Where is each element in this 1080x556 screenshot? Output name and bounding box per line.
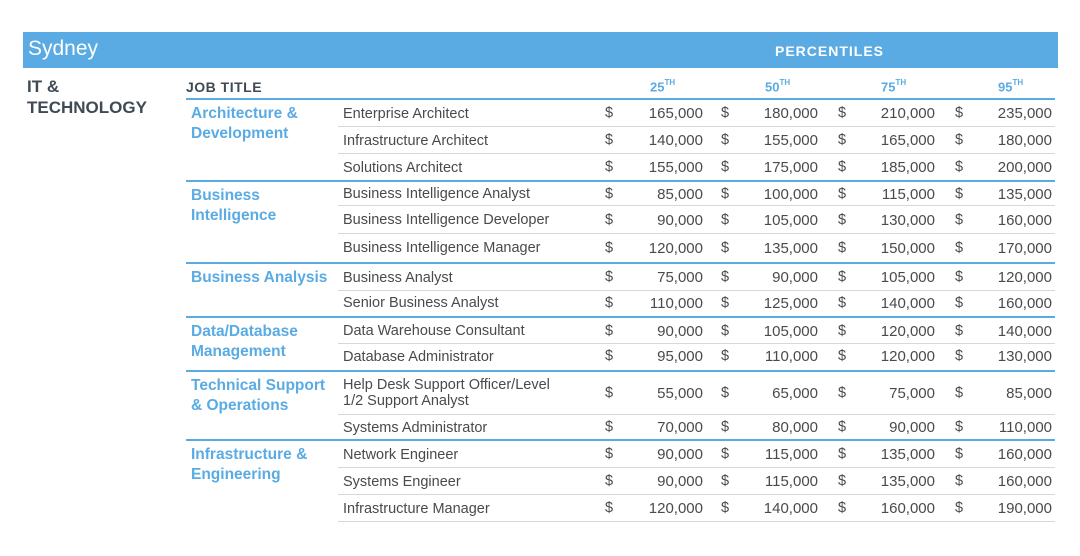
salary-value: 140,000: [997, 322, 1052, 340]
salary-value: 170,000: [997, 239, 1052, 257]
job-title: Enterprise Architect: [343, 105, 469, 122]
salary-value: 110,000: [764, 348, 818, 365]
currency-symbol: $: [721, 385, 730, 401]
currency-symbol: $: [838, 322, 847, 339]
currency-symbol: $: [955, 239, 964, 256]
salary-value: 110,000: [649, 294, 703, 312]
currency-symbol: $: [955, 211, 964, 228]
currency-symbol: $: [605, 185, 614, 202]
currency-symbol: $: [605, 385, 614, 401]
currency-symbol: $: [605, 269, 614, 285]
group-name: Infrastructure & Engineering: [191, 446, 308, 483]
salary-value: 130,000: [880, 211, 935, 229]
job-title: Business Intelligence Manager: [343, 240, 541, 256]
job-title: Senior Business Analyst: [343, 295, 499, 311]
salary-value: 115,000: [764, 473, 818, 490]
salary-value: 165,000: [880, 132, 935, 149]
salary-value: 80,000: [772, 419, 818, 436]
table-row: [0, 344, 1080, 369]
salary-value: 120,000: [880, 322, 935, 340]
job-title: Database Administrator: [343, 348, 494, 365]
currency-symbol: $: [605, 239, 614, 256]
salary-value: 165,000: [648, 105, 703, 122]
table-row: [0, 415, 1080, 440]
table-row: [0, 154, 1080, 181]
currency-symbol: $: [721, 239, 730, 256]
job-title: Systems Engineer: [343, 473, 461, 490]
salary-value: 115,000: [764, 446, 818, 463]
salary-value: 135,000: [997, 185, 1052, 203]
table-header: [0, 77, 1080, 99]
currency-symbol: $: [955, 500, 964, 516]
currency-symbol: $: [955, 385, 964, 401]
salary-value: 90,000: [657, 211, 703, 229]
currency-symbol: $: [838, 269, 847, 285]
currency-symbol: $: [955, 269, 964, 285]
currency-symbol: $: [721, 322, 730, 339]
currency-symbol: $: [838, 211, 847, 228]
currency-symbol: $: [721, 419, 730, 435]
currency-symbol: $: [955, 294, 964, 311]
table-row: [0, 234, 1080, 262]
salary-value: 105,000: [763, 322, 818, 340]
salary-value: 155,000: [763, 132, 818, 149]
salary-value: 200,000: [997, 159, 1052, 176]
salary-value: 190,000: [997, 500, 1052, 517]
table-row: [0, 127, 1080, 154]
group-name: Business Intelligence: [191, 187, 277, 224]
group-name: Architecture & Development: [191, 105, 298, 142]
salary-value: 55,000: [657, 385, 703, 402]
salary-value: 120,000: [997, 269, 1052, 286]
table-row: [0, 182, 1080, 206]
salary-value: 100,000: [763, 185, 818, 203]
salary-value: 95,000: [657, 348, 703, 365]
salary-value: 135,000: [763, 239, 818, 257]
job-title: Network Engineer: [343, 446, 459, 463]
currency-symbol: $: [955, 132, 964, 148]
salary-value: 105,000: [880, 269, 935, 286]
salary-value: 140,000: [648, 132, 703, 149]
row-divider: [338, 521, 1055, 522]
job-title: Business Analyst: [343, 269, 453, 286]
currency-symbol: $: [605, 294, 614, 311]
salary-value: 90,000: [657, 446, 703, 463]
salary-value: 105,000: [763, 211, 818, 229]
salary-value: 125,000: [763, 294, 818, 312]
currency-symbol: $: [605, 105, 614, 121]
job-title: Help Desk Support Officer/Level 1/2 Support Analyst: [343, 377, 550, 409]
currency-symbol: $: [838, 294, 847, 311]
currency-symbol: $: [838, 105, 847, 121]
salary-value: 130,000: [997, 348, 1052, 365]
table-row: [0, 206, 1080, 234]
job-title: Infrastructure Manager: [343, 500, 490, 517]
currency-symbol: $: [605, 446, 614, 462]
currency-symbol: $: [838, 132, 847, 148]
salary-value: 70,000: [657, 419, 703, 436]
currency-symbol: $: [838, 500, 847, 516]
currency-symbol: $: [605, 348, 614, 364]
salary-value: 150,000: [880, 239, 935, 257]
currency-symbol: $: [605, 419, 614, 435]
currency-symbol: $: [955, 185, 964, 202]
job-title-column-header: JOB TITLE: [186, 79, 263, 95]
currency-symbol: $: [721, 211, 730, 228]
currency-symbol: $: [721, 473, 730, 489]
table-row: [0, 264, 1080, 291]
salary-value: 85,000: [657, 185, 703, 203]
salary-value: 135,000: [880, 473, 935, 490]
currency-symbol: $: [838, 473, 847, 489]
job-title: Systems Administrator: [343, 419, 488, 436]
salary-value: 75,000: [889, 385, 935, 402]
percentile-25-header: 25TH: [650, 78, 676, 95]
percentiles-heading: PERCENTILES: [775, 43, 885, 59]
currency-symbol: $: [605, 500, 614, 516]
salary-value: 140,000: [763, 500, 818, 517]
salary-value: 160,000: [997, 211, 1052, 229]
salary-value: 160,000: [880, 500, 935, 517]
salary-value: 135,000: [880, 446, 935, 463]
salary-value: 160,000: [997, 294, 1052, 312]
currency-symbol: $: [838, 239, 847, 256]
currency-symbol: $: [721, 159, 730, 175]
salary-value: 175,000: [763, 159, 818, 176]
currency-symbol: $: [838, 446, 847, 462]
salary-value: 180,000: [763, 105, 818, 122]
salary-value: 90,000: [657, 322, 703, 340]
salary-value: 235,000: [997, 105, 1052, 122]
currency-symbol: $: [955, 105, 964, 121]
currency-symbol: $: [721, 132, 730, 148]
salary-value: 90,000: [657, 473, 703, 490]
salary-value: 140,000: [880, 294, 935, 312]
salary-value: 90,000: [772, 269, 818, 286]
city-banner: [23, 32, 1058, 68]
salary-value: 90,000: [889, 419, 935, 436]
sector-title: IT & TECHNOLOGY: [27, 77, 147, 117]
currency-symbol: $: [605, 211, 614, 228]
job-title: Business Intelligence Analyst: [343, 186, 530, 202]
salary-value: 160,000: [997, 473, 1052, 490]
percentile-50-header: 50TH: [765, 78, 791, 95]
currency-symbol: $: [955, 473, 964, 489]
salary-value: 65,000: [772, 385, 818, 402]
currency-symbol: $: [605, 473, 614, 489]
city-title: Sydney: [28, 37, 99, 60]
table-row: [0, 495, 1080, 522]
currency-symbol: $: [721, 446, 730, 462]
salary-value: 120,000: [880, 348, 935, 365]
group-name: Technical Support & Operations: [191, 377, 326, 414]
currency-symbol: $: [838, 348, 847, 364]
currency-symbol: $: [721, 269, 730, 285]
salary-value: 155,000: [648, 159, 703, 176]
currency-symbol: $: [838, 419, 847, 435]
currency-symbol: $: [838, 385, 847, 401]
salary-value: 160,000: [997, 446, 1052, 463]
currency-symbol: $: [955, 159, 964, 175]
salary-value: 180,000: [997, 132, 1052, 149]
currency-symbol: $: [838, 159, 847, 175]
job-title: Solutions Architect: [343, 159, 463, 176]
currency-symbol: $: [721, 185, 730, 202]
salary-value: 85,000: [1006, 385, 1052, 402]
salary-value: 120,000: [648, 239, 703, 257]
currency-symbol: $: [605, 322, 614, 339]
table-row: [0, 468, 1080, 495]
job-title: Data Warehouse Consultant: [343, 323, 525, 339]
currency-symbol: $: [838, 185, 847, 202]
salary-value: 75,000: [657, 269, 703, 286]
salary-value: 110,000: [998, 419, 1052, 436]
salary-value: 185,000: [880, 159, 935, 176]
currency-symbol: $: [721, 348, 730, 364]
percentile-95-header: 95TH: [998, 78, 1024, 95]
group-name: Data/Database Management: [191, 323, 298, 360]
table-row: [0, 290, 1080, 316]
currency-symbol: $: [721, 294, 730, 311]
currency-symbol: $: [955, 322, 964, 339]
currency-symbol: $: [955, 419, 964, 435]
currency-symbol: $: [605, 159, 614, 175]
table-row: [0, 441, 1080, 468]
currency-symbol: $: [955, 348, 964, 364]
salary-value: 210,000: [880, 105, 935, 122]
currency-symbol: $: [955, 446, 964, 462]
job-title: Business Intelligence Developer: [343, 212, 550, 228]
job-title: Infrastructure Architect: [343, 132, 489, 149]
currency-symbol: $: [605, 132, 614, 148]
salary-value: 115,000: [881, 185, 935, 203]
table-row: [0, 372, 1080, 415]
salary-value: 120,000: [648, 500, 703, 517]
group-name: Business Analysis: [191, 269, 328, 286]
table-row: [0, 100, 1080, 127]
currency-symbol: $: [721, 500, 730, 516]
currency-symbol: $: [721, 105, 730, 121]
table-row: [0, 318, 1080, 344]
percentile-75-header: 75TH: [881, 78, 907, 95]
